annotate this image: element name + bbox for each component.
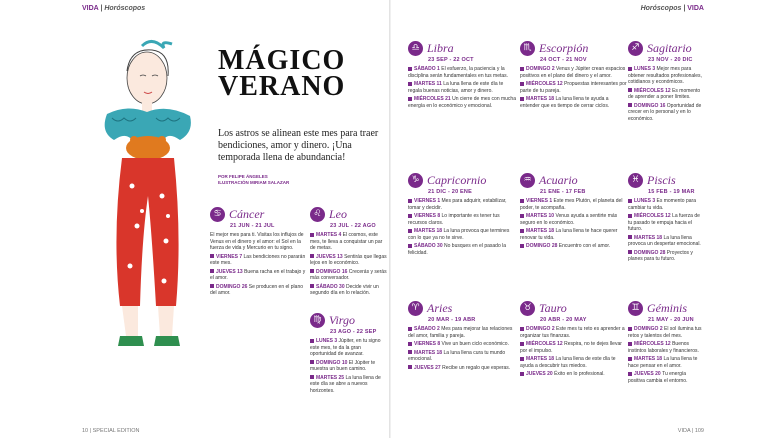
forecast-text: Tu energía positiva cambia el entorno.: [628, 371, 688, 384]
sign-forecast: [520, 198, 628, 250]
sign-card: [520, 40, 628, 111]
bullet-icon: [408, 229, 412, 233]
forecast-paragraph: [628, 326, 702, 339]
sign-forecast: [310, 232, 388, 297]
forecast-paragraph: [210, 284, 306, 297]
bullet-icon: [310, 233, 314, 237]
sign-card: [628, 172, 702, 265]
forecast-text: Júpiter, en tu signo este mes, te da la gran oportunidad de avanzar.: [310, 338, 381, 357]
sign-name: Acuario: [539, 173, 578, 187]
forecast-day: JUEVES 20: [634, 371, 663, 377]
sign-forecast: [628, 198, 702, 263]
forecast-text: Recibe un regalo que esperas.: [442, 364, 511, 371]
sign-card: [628, 300, 702, 386]
sign-header: [628, 300, 702, 316]
forecast-paragraph: [628, 88, 702, 101]
sign-card: [408, 40, 518, 111]
author-credit: POR FELIPE ÁNGELES: [218, 174, 268, 179]
forecast-day: JUEVES 13: [316, 253, 345, 260]
sign-card: [310, 312, 388, 396]
bullet-icon: [520, 372, 524, 376]
bullet-icon: [408, 97, 412, 101]
bullet-icon: [408, 365, 412, 369]
forecast-text: Encuentro con el amor.: [558, 243, 611, 249]
forecast-day: MARTES 25: [316, 374, 346, 381]
sign-dates: 24 OCT - 21 NOV: [540, 57, 587, 63]
bullet-icon: [408, 350, 412, 354]
bullet-icon: [520, 97, 524, 101]
sign-header: [408, 172, 518, 188]
bullet-icon: [520, 342, 524, 346]
forecast-paragraph: [628, 341, 702, 354]
forecast-paragraph: [520, 81, 628, 94]
forecast-text: Venus y Júpiter crean espacios positivos en el plano del dinero y el amor.: [520, 66, 626, 79]
forecast-day: DOMINGO 28: [526, 243, 559, 249]
bullet-icon: [520, 327, 524, 331]
forecast-paragraph: [310, 338, 388, 358]
zodiac-glyph-icon: ♌: [310, 207, 325, 222]
forecast-text: Es momento de aprender a poner límites.: [628, 87, 701, 100]
bullet-icon: [310, 254, 314, 258]
forecast-text: Mes para adquirir, estabilizar, tomar y decidir.: [408, 198, 507, 211]
bullet-icon: [628, 199, 632, 203]
forecast-day: MIÉRCOLES 12: [526, 81, 565, 87]
forecast-paragraph: [408, 81, 518, 94]
left-page-header: VIDA | Horóscopos: [82, 5, 146, 12]
bullet-icon: [520, 214, 524, 218]
forecast-text: Buena racha en el trabajo y el amor.: [210, 268, 306, 281]
forecast-text: No busques en el pasado la felicidad.: [408, 243, 507, 256]
forecast-text: El sol ilumina tus retos y talentos del mes.: [628, 326, 702, 339]
sign-dates: 23 JUL - 22 AGO: [330, 223, 376, 229]
sign-header: [408, 40, 518, 56]
bullet-icon: [210, 284, 214, 288]
subsection-label: Horóscopos: [640, 5, 682, 12]
forecast-paragraph: [408, 365, 518, 372]
forecast-day: MARTES 18: [414, 228, 444, 234]
forecast-paragraph: [408, 350, 518, 363]
fashion-illustration: [82, 36, 212, 436]
bullet-icon: [310, 269, 314, 273]
sign-header: [628, 172, 702, 188]
forecast-text: Este mes tu reto es aprender a organizar tus finanzas.: [520, 326, 625, 339]
bullet-icon: [520, 67, 524, 71]
forecast-day: SÁBADO 30: [316, 283, 347, 290]
sign-dates: 20 MAR - 19 ABR: [428, 317, 476, 323]
feature-title: [218, 45, 388, 102]
forecast-text: La fuerza de tu pasado te empuja hacia el futuro.: [628, 213, 700, 232]
zodiac-glyph-icon: ♈: [408, 301, 423, 316]
bullet-icon: [408, 244, 412, 248]
forecast-text: Propuestas interesantes por parte de tu pareja.: [520, 81, 627, 94]
bullet-icon: [210, 254, 214, 258]
sign-name: Géminis: [647, 301, 687, 315]
bullet-icon: [628, 327, 632, 331]
forecast-text: El Júpiter te muestra un buen camino.: [310, 359, 376, 372]
forecast-text: El mejor mes para ti. Visitas los influjos de Venus en el dinero y el amor: el Sol en la fuerza de vida y Mercurio en tu signo.: [210, 232, 304, 251]
forecast-paragraph: [408, 228, 518, 241]
title-line-2: VERANO: [218, 71, 346, 102]
sign-card: [520, 300, 628, 380]
sign-header: [408, 300, 518, 316]
sign-header: [628, 40, 702, 56]
sign-name: Libra: [427, 41, 454, 55]
sign-card: [310, 206, 388, 299]
hero: [82, 36, 388, 204]
forecast-day: MARTES 18: [526, 96, 556, 102]
sign-dates: 20 ABR - 20 MAY: [540, 317, 587, 323]
forecast-day: DOMINGO 10: [316, 359, 349, 366]
sign-name: Tauro: [539, 301, 567, 315]
forecast-day: MIÉRCOLES 12: [634, 341, 673, 347]
byline: [218, 174, 388, 186]
forecast-day: DOMINGO 2: [526, 326, 557, 332]
forecast-day: JUEVES 20: [526, 371, 555, 377]
forecast-paragraph: [408, 66, 518, 79]
forecast-day: DOMINGO 16: [634, 102, 667, 109]
forecast-text: La luna llena te ayuda a entender que es tiempo de cerrar ciclos.: [520, 96, 610, 109]
sign-name: Piscis: [647, 173, 676, 187]
forecast-text: La luna llena de este día se abre a nuevos horizontes.: [310, 374, 381, 394]
forecast-day: MARTES 18: [526, 228, 556, 234]
forecast-text: Respira, no te dejes llevar por el impulso.: [520, 341, 622, 354]
forecast-paragraph: [628, 213, 702, 233]
forecast-paragraph: [520, 198, 628, 211]
forecast-day: JUEVES 27: [414, 364, 443, 371]
forecast-paragraph: [310, 254, 388, 267]
forecast-text: Buenos instintos laborales y financieros.: [628, 341, 699, 354]
forecast-day: MARTES 10: [526, 213, 556, 219]
page-gutter: [389, 0, 391, 438]
right-page-header: Horóscopos | VIDA: [640, 5, 704, 12]
sign-card: [408, 172, 518, 258]
forecast-day: LUNES 3: [634, 198, 657, 204]
forecast-text: La luna llena te hace querer renovar tu vida.: [520, 228, 618, 241]
forecast-paragraph: [210, 254, 306, 267]
forecast-paragraph: [210, 232, 306, 252]
subsection-label: Horóscopos: [104, 5, 146, 12]
forecast-text: Se producen en el plano del amor.: [210, 283, 304, 296]
sign-forecast: [408, 326, 518, 371]
forecast-paragraph: [628, 371, 702, 384]
forecast-day: DOMINGO 28: [634, 249, 667, 256]
feature-title-block: [218, 45, 388, 186]
forecast-day: SÁBADO 2: [414, 326, 442, 332]
forecast-day: MARTES 18: [634, 234, 664, 241]
forecast-paragraph: [520, 341, 628, 354]
forecast-text: Vive un buen ciclo económico.: [441, 341, 509, 347]
sign-forecast: [628, 66, 702, 122]
forecast-day: DOMINGO 16: [316, 268, 349, 275]
sign-forecast: [408, 66, 518, 109]
right-folio: VIDA | 109: [677, 428, 704, 434]
bullet-icon: [408, 214, 412, 218]
forecast-text: Proyectos y planes para tu futuro.: [628, 249, 693, 262]
bullet-icon: [310, 375, 314, 379]
forecast-text: La luna llena de este día te ayuda a descubrir tus miedos.: [520, 356, 616, 369]
zodiac-glyph-icon: ♐: [628, 41, 643, 56]
forecast-text: Es momento para cambiar tu vida.: [628, 198, 696, 211]
forecast-paragraph: [520, 243, 628, 250]
section-label: VIDA: [82, 5, 99, 12]
sign-card: [210, 206, 306, 299]
forecast-text: El cosmos, este mes, te lleva a conquistar un par de metas.: [310, 232, 383, 251]
forecast-paragraph: [408, 243, 518, 256]
forecast-day: VIERNES 1: [414, 198, 442, 204]
sign-forecast: [520, 326, 628, 378]
forecast-text: La luna provoca que termines con lo que ya no te sirve.: [408, 228, 510, 241]
forecast-text: Oportunidad de crecer en lo personal y en lo económico.: [628, 102, 702, 122]
forecast-text: La luna llena cura tu mundo emocional.: [408, 349, 506, 362]
sign-forecast: [310, 338, 388, 394]
forecast-paragraph: [520, 228, 628, 241]
forecast-text: Crecerás y serás más conversador.: [310, 268, 387, 281]
bullet-icon: [408, 67, 412, 71]
bullet-icon: [628, 214, 632, 218]
forecast-day: DOMINGO 2: [526, 66, 557, 72]
bullet-icon: [520, 244, 524, 248]
title-line-1: MÁGICO: [218, 45, 346, 76]
sign-name: Escorpión: [539, 41, 589, 55]
forecast-paragraph: [408, 341, 518, 348]
forecast-day: VIERNES 7: [216, 253, 244, 260]
sign-dates: 15 FEB - 19 MAR: [648, 189, 695, 195]
sign-name: Aries: [427, 301, 453, 315]
forecast-text: Sentirás que llegas lejos en lo económico.: [310, 253, 387, 266]
section-label: VIDA: [687, 5, 704, 12]
sign-header: [520, 300, 628, 316]
forecast-day: VIERNES 8: [414, 213, 442, 219]
zodiac-glyph-icon: ♉: [520, 301, 535, 316]
forecast-day: MARTES 18: [526, 356, 556, 362]
bullet-icon: [210, 269, 214, 273]
zodiac-glyph-icon: ♎: [408, 41, 423, 56]
forecast-day: SÁBADO 30: [414, 243, 445, 249]
forecast-day: VIERNES 1: [526, 198, 554, 204]
bullet-icon: [628, 342, 632, 346]
bullet-icon: [408, 327, 412, 331]
sign-card: [520, 172, 628, 252]
forecast-paragraph: [408, 198, 518, 211]
forecast-day: MARTES 4: [316, 232, 343, 238]
sign-name: Sagitario: [647, 41, 692, 55]
forecast-paragraph: [520, 326, 628, 339]
bullet-icon: [310, 360, 314, 364]
forecast-day: SÁBADO 1: [414, 66, 442, 72]
sign-dates: 23 NOV - 20 DIC: [648, 57, 693, 63]
forecast-day: MARTES 18: [634, 356, 664, 362]
sign-dates: 23 SEP - 22 OCT: [428, 57, 474, 63]
bullet-icon: [408, 199, 412, 203]
sign-forecast: [408, 198, 518, 256]
forecast-paragraph: [310, 360, 388, 373]
zodiac-glyph-icon: ♓: [628, 173, 643, 188]
forecast-paragraph: [520, 96, 628, 109]
forecast-day: MIÉRCOLES 12: [634, 213, 673, 219]
left-folio: 10 | SPECIAL EDITION: [82, 428, 140, 434]
sign-forecast: [520, 66, 628, 109]
forecast-day: MIÉRCOLES 12: [526, 341, 565, 347]
forecast-text: Lo importante es tener tus recursos claros.: [408, 213, 500, 226]
forecast-text: Mejor mes para obtener resultados profesionales, cotidianos y económicos.: [628, 66, 702, 85]
forecast-day: LUNES 3: [316, 338, 339, 344]
forecast-paragraph: [408, 96, 518, 109]
forecast-paragraph: [628, 235, 702, 248]
zodiac-glyph-icon: ♋: [210, 207, 225, 222]
forecast-day: DOMINGO 26: [216, 283, 249, 290]
sign-header: [210, 206, 306, 222]
sign-header: [310, 206, 388, 222]
sign-header: [310, 312, 388, 328]
forecast-paragraph: [628, 250, 702, 263]
forecast-text: El esfuerzo, la paciencia y la disciplina serán fundamentales en tus metas.: [408, 66, 509, 79]
bullet-icon: [520, 229, 524, 233]
forecast-day: MARTES 18: [414, 349, 444, 356]
forecast-paragraph: [628, 356, 702, 369]
zodiac-glyph-icon: ♏: [520, 41, 535, 56]
forecast-day: MARTES 11: [414, 81, 444, 87]
forecast-day: LUNES 3: [634, 66, 657, 72]
forecast-paragraph: [408, 326, 518, 339]
bullet-icon: [628, 357, 632, 361]
illustrator-credit: ILUSTRACIÓN MIRIAM SALAZAR: [218, 180, 290, 185]
forecast-text: Venus ayuda a sentirte más seguro en lo económico.: [520, 213, 618, 226]
sign-dates: 21 DIC - 20 ENE: [428, 189, 472, 195]
forecast-paragraph: [520, 371, 628, 378]
sign-header: [520, 172, 628, 188]
sign-dates: 23 AGO - 22 SEP: [330, 329, 377, 335]
sign-forecast: [210, 232, 306, 297]
forecast-paragraph: [628, 66, 702, 86]
forecast-text: Decide vivir un segundo día en lo relación.: [310, 283, 379, 296]
bullet-icon: [628, 67, 632, 71]
bullet-icon: [310, 339, 314, 343]
forecast-text: Un cierre de mes con mucha energía en lo económico y emocional.: [408, 96, 516, 109]
bullet-icon: [628, 235, 632, 239]
forecast-text: Éxito en lo profesional.: [554, 371, 605, 377]
sign-card: [628, 40, 702, 124]
bullet-icon: [408, 342, 412, 346]
sign-card: [408, 300, 518, 373]
forecast-paragraph: [310, 269, 388, 282]
forecast-text: La luna llena de este día te regala buenas noticias, amor y dinero.: [408, 81, 504, 94]
sign-name: Cáncer: [229, 207, 265, 221]
forecast-paragraph: [310, 284, 388, 297]
sign-header: [520, 40, 628, 56]
zodiac-glyph-icon: ♍: [310, 313, 325, 328]
sign-dates: 21 JUN - 21 JUL: [230, 223, 275, 229]
bullet-icon: [408, 82, 412, 86]
forecast-day: DOMINGO 2: [634, 326, 665, 332]
forecast-day: JUEVES 13: [216, 268, 245, 275]
forecast-text: La luna llena provoca un despertar emocional.: [628, 234, 701, 247]
sign-forecast: [628, 326, 702, 384]
forecast-text: Las bendiciones no pararán este mes.: [210, 253, 306, 266]
bullet-icon: [520, 199, 524, 203]
forecast-day: VIERNES 8: [414, 341, 442, 347]
bullet-icon: [310, 284, 314, 288]
forecast-paragraph: [310, 232, 388, 252]
bullet-icon: [628, 372, 632, 376]
forecast-paragraph: [310, 375, 388, 395]
bullet-icon: [520, 357, 524, 361]
zodiac-glyph-icon: ♊: [628, 301, 643, 316]
sign-dates: 21 ENE - 17 FEB: [540, 189, 586, 195]
sign-name: Virgo: [329, 313, 355, 327]
forecast-paragraph: [628, 198, 702, 211]
forecast-day: MIÉRCOLES 12: [634, 87, 673, 94]
forecast-paragraph: [520, 213, 628, 226]
bullet-icon: [628, 103, 632, 107]
forecast-day: MIÉRCOLES 21: [414, 96, 453, 102]
forecast-paragraph: [408, 213, 518, 226]
zodiac-glyph-icon: ♒: [520, 173, 535, 188]
forecast-paragraph: [210, 269, 306, 282]
zodiac-glyph-icon: ♑: [408, 173, 423, 188]
forecast-text: Este mes Plutón, el planeta del poder, te acompaña.: [520, 198, 623, 211]
bullet-icon: [628, 88, 632, 92]
forecast-text: Mes para mejorar las relaciones del amor, familia y pareja.: [408, 326, 513, 339]
bullet-icon: [628, 250, 632, 254]
sign-name: Leo: [329, 207, 347, 221]
bullet-icon: [520, 82, 524, 86]
forecast-text: La luna llena te hace pensar en el amor.: [628, 356, 698, 369]
feature-intro: Los astros se alinean este mes para traer bendiciones, amor y dinero. ¡Una temporada llena de abundancia!: [218, 128, 379, 163]
forecast-paragraph: [520, 66, 628, 79]
forecast-paragraph: [520, 356, 628, 369]
sign-dates: 21 MAY - 20 JUN: [648, 317, 694, 323]
sign-name: Capricornio: [427, 173, 487, 187]
forecast-paragraph: [628, 103, 702, 123]
